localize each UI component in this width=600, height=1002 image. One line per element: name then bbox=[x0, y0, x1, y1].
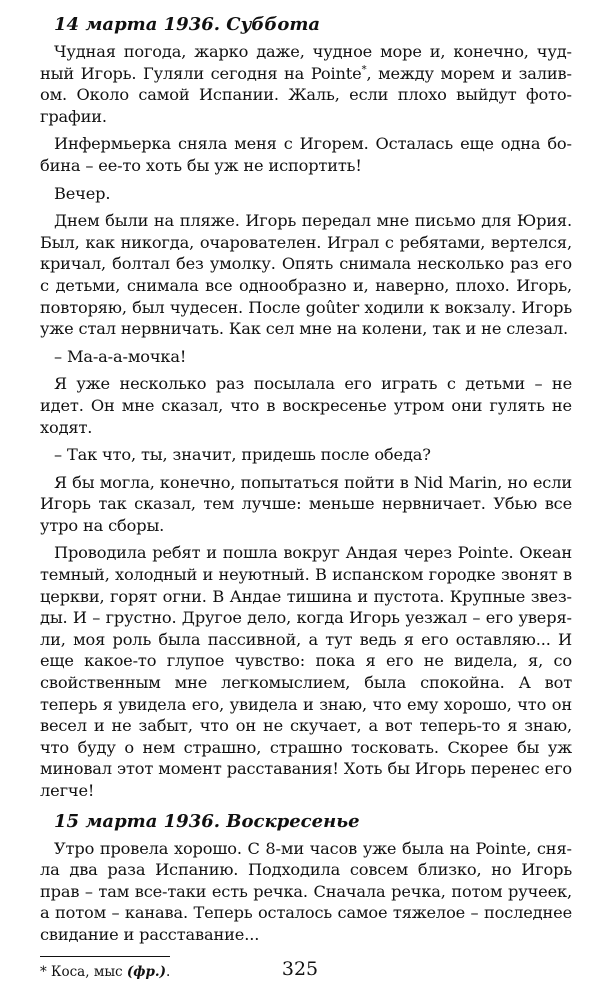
footnote-mark: * bbox=[40, 963, 47, 980]
paragraph-text-cont: , между морем и заливом. Около самой Испании. Жаль, если плохо выйдут фотографии. bbox=[40, 63, 572, 126]
paragraph-text: Чудная погода, жарко даже, чудное море и, конечно, чудный Игорь. Гуляли сегодня на Pointe bbox=[40, 42, 572, 83]
entry-heading-2: 15 марта 1936. Воскресенье bbox=[54, 810, 360, 832]
paragraph: Вечер. bbox=[54, 183, 111, 203]
page-body bbox=[40, 12, 572, 981]
page-number: 325 bbox=[281, 958, 319, 980]
paragraph: – Ма-а-а-мочка! bbox=[54, 346, 187, 366]
paragraph: Днем были на пляже. Игорь передал мне письмо для Юрия. Был, как никогда, очарователен. Играл с ребятами, вертелся, кричал, болтал без умолку. Опять снимала несколько раз его с детьми, снимала все однообразно и, наверно, плохо. Игорь, повторяю, был чудесен. После goûter ходили к вокзалу. Игорь уже стал нервничать. Как сел мне на колени, так и не слезал. bbox=[40, 211, 572, 339]
footnote-mark: * bbox=[361, 64, 367, 76]
paragraph bbox=[40, 41, 572, 127]
footnote-lang: (фр.) bbox=[126, 963, 167, 980]
paragraph: Я бы могла, конечно, попытаться пойти в Nid Marin, но если Игорь так сказал, тем лучше: меньше нервничает. Убью все утро на сборы. bbox=[40, 472, 572, 535]
paragraph: Проводила ребят и пошла вокруг Андая через Pointe. Океан темный, холодный и неуютный. В испанском городке звонят в церкви, горят огни. В Андае тишина и пустота. Крупные звезды. И – грустно. Другое дело, когда Игорь уезжал – его уверяли, моя роль была пассивной, а тут ведь я его оставляю... И еще какое-то глупое чувство: пока я его не видела, я, со свойственным мне легкомыслием, была спокойна. А вот теперь я увидела его, увидела и знаю, что ему хорошо, что он весел и не забыт, что он не скучает, а вот теперь-то я знаю, что буду о нем страшно, страшно тосковать. Скорее бы уж миновал этот момент расставания! Хоть бы Игорь перенес его легче! bbox=[40, 543, 572, 800]
paragraph: – Так что, ты, значит, придешь после обеда? bbox=[54, 445, 431, 465]
paragraph: Инфермьерка сняла меня с Игорем. Осталась еще одна бобина – ее-то хоть бы уж не испортить! bbox=[40, 134, 572, 175]
footnote-text: Коса, мыс bbox=[51, 963, 123, 980]
entry-heading-1: 14 марта 1936. Суббота bbox=[54, 14, 321, 35]
paragraph: Утро провела хорошо. С 8-ми часов уже была на Pointe, сняла два раза Испанию. Подходила совсем близко, но Игорь прав – там все-таки есть речка. Сначала речка, потом ручеек, а потом – канава. Теперь осталось самое тяжелое – последнее свидание и расставание... bbox=[40, 838, 572, 944]
paragraph: Я уже несколько раз посылала его играть с детьми – не идет. Он мне сказал, что в воскресенье утром они гулять не ходят. bbox=[40, 374, 572, 437]
footnote-end: . bbox=[166, 963, 171, 980]
footnote-divider bbox=[40, 956, 170, 957]
